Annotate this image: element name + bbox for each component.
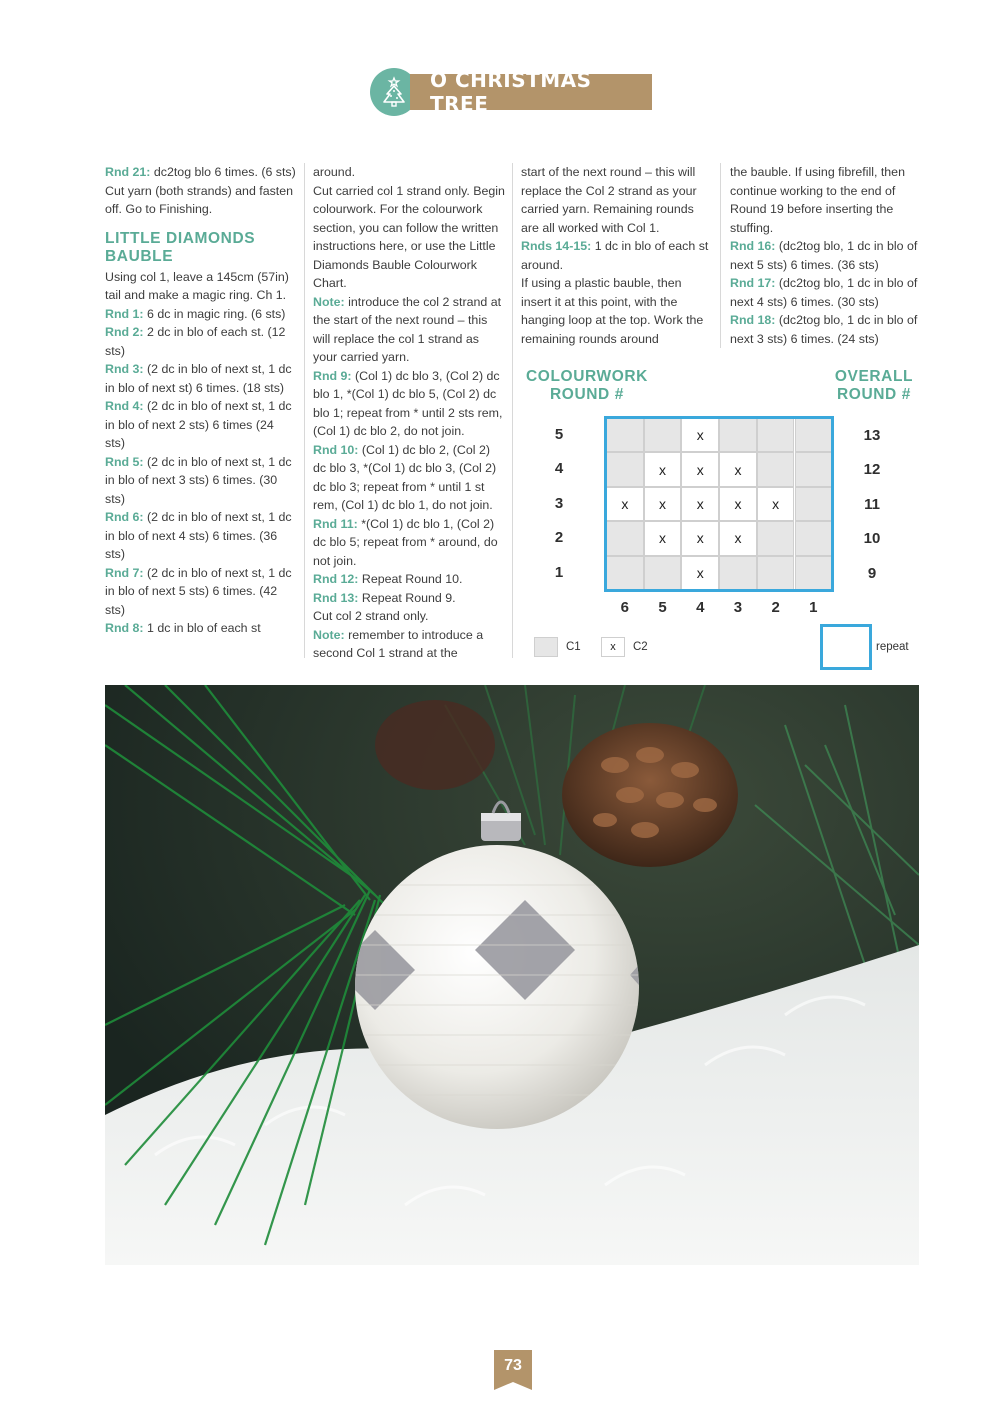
chart-cell — [606, 556, 644, 590]
chart-cell — [644, 418, 682, 452]
continuation-text: the bauble. If using fibrefill, then continue working to the end of Round 19 before inserting the stuffing. — [730, 165, 905, 235]
chart-cell — [757, 418, 795, 452]
continuation-text: around. — [313, 165, 356, 179]
round-2: Rnd 2: 2 dc in blo of each st. (12 sts) — [105, 325, 286, 358]
colourwork-round-label: 5 — [554, 426, 564, 443]
chart-cell — [719, 556, 757, 590]
page-number-tab — [494, 1350, 532, 1390]
chart-cell: x — [681, 556, 719, 590]
chart-grid — [606, 418, 832, 590]
chart-cell — [606, 521, 644, 555]
section-title: LITTLE DIAMONDS BAUBLE — [105, 229, 256, 265]
stitch-number-label: 1 — [809, 599, 818, 616]
overall-round-label: 10 — [863, 530, 881, 548]
round-21: Rnd 21: dc2tog blo 6 times. (6 sts) — [105, 165, 296, 179]
legend-c1-label: C1 — [566, 641, 581, 653]
legend-c1-swatch — [534, 637, 558, 657]
round-9: Rnd 9: (Col 1) dc blo 3, (Col 2) dc blo 1, *(Col 1) dc blo 5, (Col 2) dc blo 1; repeat from * until 2 sts rem, (Col 1) dc blo 2, do not join. — [313, 368, 503, 438]
column-divider — [720, 163, 721, 348]
chart-cell — [757, 556, 795, 590]
round-16: Rnd 16: (dc2tog blo, 1 dc in blo of next 5 sts) 6 times. (36 sts) — [730, 239, 918, 272]
cut-col2-text: Cut col 2 strand only. — [313, 609, 429, 623]
note-2: Note: remember to introduce a second Col 1 strand at the — [313, 627, 484, 660]
legend-c2-label: C2 — [633, 641, 648, 653]
stitch-number-label: 3 — [733, 599, 743, 616]
legend-repeat-swatch — [820, 624, 872, 670]
bauble-photo — [105, 685, 919, 1265]
round-11: Rnd 11: *(Col 1) dc blo 1, (Col 2) dc blo 5; repeat from * around, do not join. — [313, 516, 498, 568]
overall-round-label: 9 — [867, 564, 877, 582]
text-column-3 — [521, 163, 713, 348]
chart-cell: x — [681, 487, 719, 521]
round-3: Rnd 3: (2 dc in blo of next st, 1 dc in blo of next st) 6 times. (18 sts) — [105, 362, 292, 395]
round-13: Rnd 13: Repeat Round 9. — [313, 590, 456, 605]
text-column-1 — [105, 163, 297, 638]
note-1: Note: introduce the col 2 strand at the start of the next round – this will replace the col 1 strand as your carried yarn. — [313, 294, 502, 364]
stitch-number-label: 6 — [620, 599, 630, 616]
intro-text: Using col 1, leave a 145cm (57in) tail and make a magic ring. Ch 1. — [105, 269, 289, 302]
column-divider — [304, 163, 305, 658]
chart-cell — [795, 418, 833, 452]
chart-cell: x — [644, 487, 682, 521]
legend-repeat-label: repeat — [876, 641, 909, 653]
chart-cell — [795, 556, 833, 590]
bauble-insert-text: If using a plastic bauble, then insert it at this point, with the hanging loop at the top. Work the remaining rounds around — [521, 276, 704, 346]
fasten-off-text: Cut yarn (both strands) and fasten off. Go to Finishing. — [105, 183, 294, 216]
round-7: Rnd 7: (2 dc in blo of next st, 1 dc in blo of next 5 sts) 6 times. (42 sts) — [105, 565, 292, 617]
text-column-4 — [730, 163, 920, 348]
round-5: Rnd 5: (2 dc in blo of next st, 1 dc in blo of next 3 sts) 6 times. (30 sts) — [105, 454, 292, 506]
round-17: Rnd 17: (dc2tog blo, 1 dc in blo of next 4 sts) 6 times. (30 sts) — [730, 276, 918, 309]
chart-cell: x — [644, 521, 682, 555]
chart-cell: x — [606, 487, 644, 521]
legend-c2-swatch: x — [601, 637, 625, 657]
section-header — [370, 68, 652, 116]
rounds-14-15: Rnds 14-15: 1 dc in blo of each st around. — [521, 239, 709, 272]
colourwork-intro: Cut carried col 1 strand only. Begin colourwork. For the colourwork section, you can follow the written instructions here, or use the Little Diamonds Bauble Colourwork Chart. — [313, 183, 505, 290]
chart-cell: x — [757, 487, 795, 521]
chart-cell — [606, 452, 644, 486]
chart-cell — [644, 556, 682, 590]
round-8: Rnd 8: 1 dc in blo of each st — [105, 621, 261, 635]
round-6: Rnd 6: (2 dc in blo of next st, 1 dc in blo of next 4 sts) 6 times. (36 sts) — [105, 510, 292, 561]
stitch-number-label: 2 — [771, 599, 780, 616]
chart-left-heading: COLOURWORK ROUND # — [526, 368, 648, 403]
chart-cell: x — [681, 418, 719, 452]
continuation-text: start of the next round – this will replace the Col 2 strand as your carried yarn. Remaining rounds are all worked with Col 1. — [521, 165, 697, 235]
chart-cell — [795, 521, 833, 555]
chart-cell — [719, 418, 757, 452]
overall-round-label: 13 — [863, 427, 881, 444]
colourwork-round-label: 4 — [554, 460, 564, 478]
chart-cell: x — [719, 521, 757, 555]
text-column-2 — [313, 163, 505, 663]
chart-cell — [757, 521, 795, 555]
round-4: Rnd 4: (2 dc in blo of next st, 1 dc in blo of next 2 sts) 6 times (24 sts) — [105, 399, 292, 450]
chart-cell: x — [681, 452, 719, 486]
colourwork-round-label: 3 — [554, 494, 564, 512]
chart-cell — [606, 418, 644, 452]
colourwork-round-label: 1 — [554, 563, 564, 581]
chart-cell — [795, 452, 833, 486]
chart-cell — [795, 487, 833, 521]
chart-cell — [757, 452, 795, 486]
round-1: Rnd 1: 6 dc in magic ring. (6 sts) — [105, 306, 286, 321]
overall-round-label: 12 — [863, 461, 881, 479]
colourwork-round-label: 2 — [554, 529, 564, 547]
chart-cell: x — [719, 452, 757, 486]
page-number: 73 — [504, 1357, 522, 1374]
chart-right-heading: OVERALL ROUND # — [834, 368, 914, 403]
column-divider — [512, 163, 513, 658]
chart-cell: x — [681, 521, 719, 555]
overall-round-label: 11 — [864, 495, 880, 513]
round-12: Rnd 12: Repeat Round 10. — [313, 572, 463, 586]
round-10: Rnd 10: (Col 1) dc blo 2, (Col 2) dc blo 3, *(Col 1) dc blo 3, (Col 2) dc blo 3; repeat from * until 1 st rem, (Col 1) dc blo 1, do not join. — [313, 442, 497, 512]
header-title: O CHRISTMAS TREE — [410, 74, 652, 110]
round-18: Rnd 18: (dc2tog blo, 1 dc in blo of next 3 sts) 6 times. (24 sts) — [730, 313, 918, 346]
chart-cell: x — [644, 452, 682, 486]
stitch-number-label: 4 — [696, 599, 705, 616]
chart-cell: x — [719, 487, 757, 521]
stitch-number-label: 5 — [658, 599, 667, 616]
